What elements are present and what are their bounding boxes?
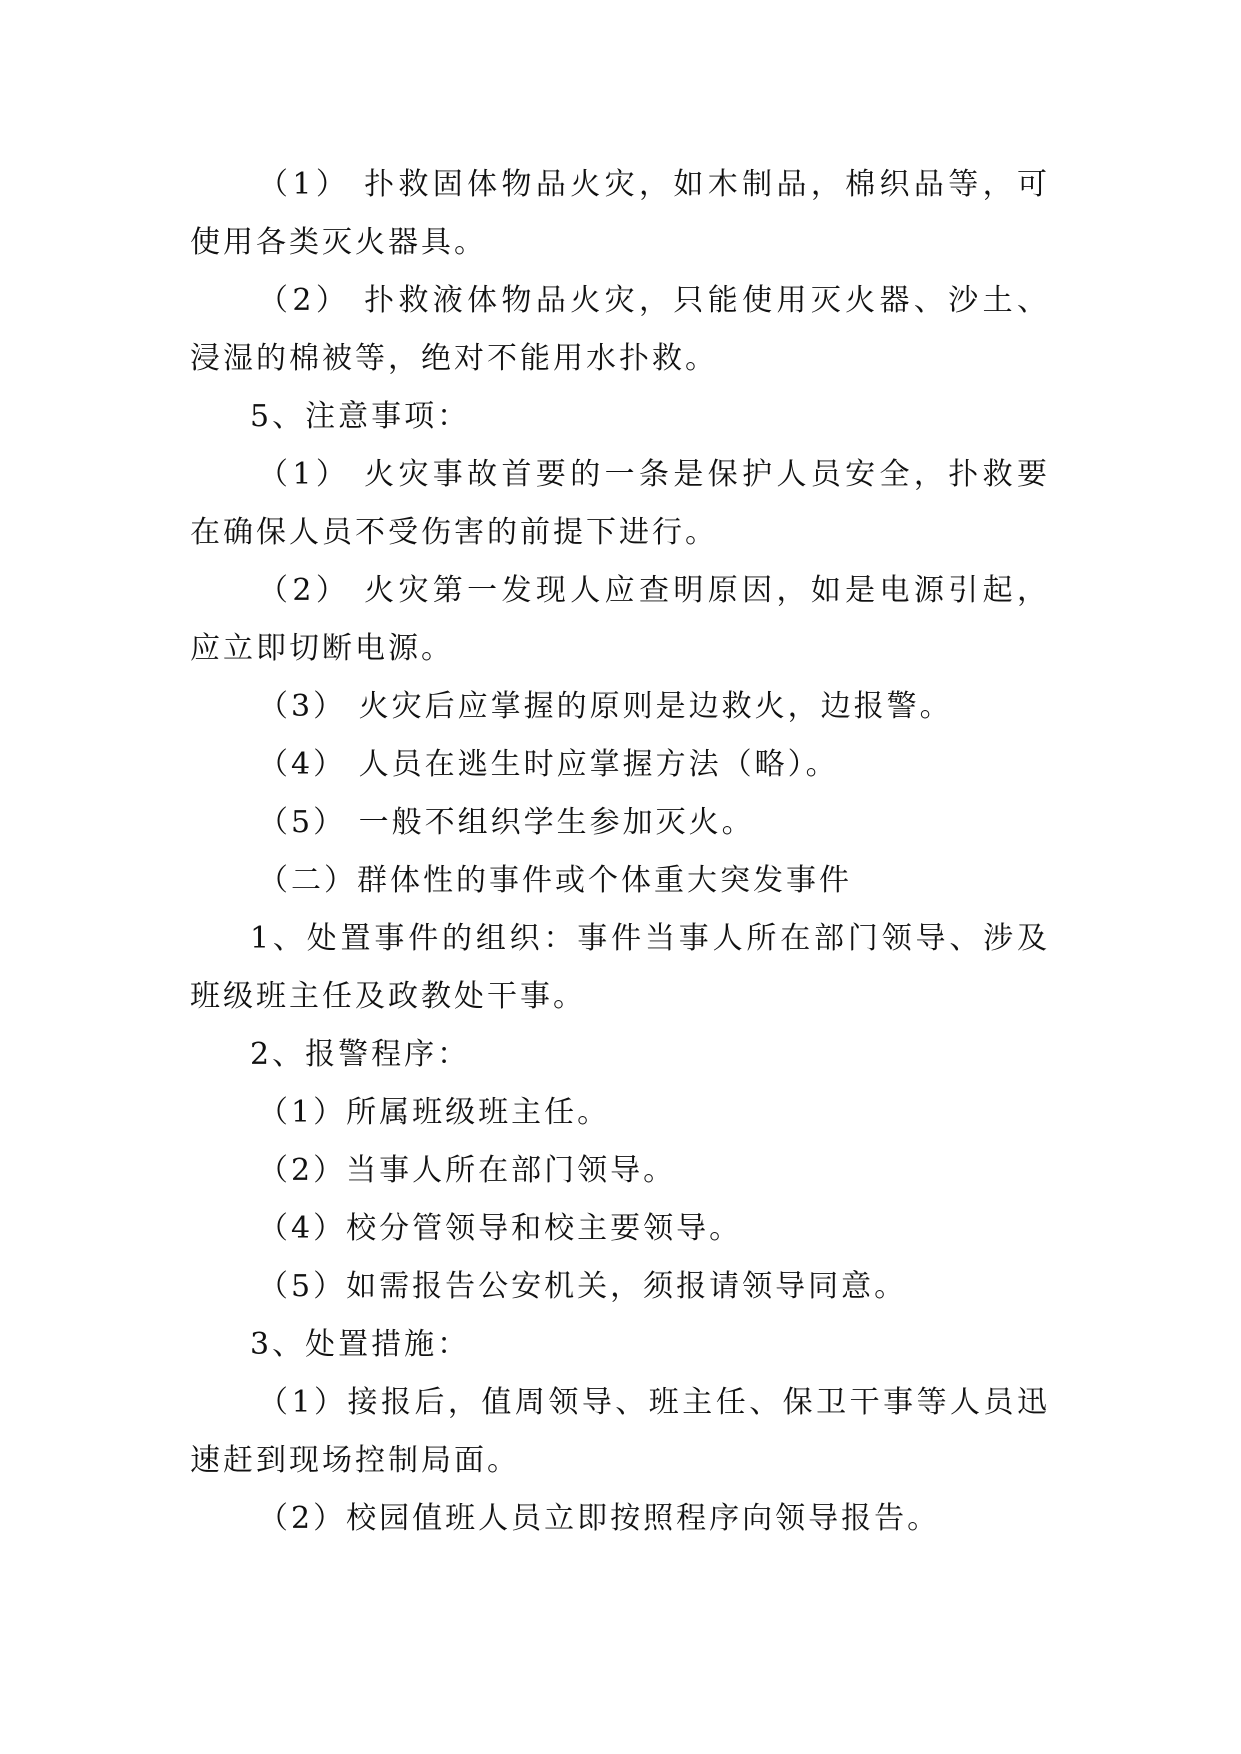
paragraph-7: （5） 一般不组织学生参加灭火。 <box>258 805 755 840</box>
paragraph-14: （2）校园值班人员立即按照程序向领导报告。 <box>258 1501 941 1536</box>
section-heading-5: 5、注意事项： <box>250 399 471 434</box>
paragraph-9: （1）所属班级班主任。 <box>258 1095 611 1130</box>
section-heading-2: （二）群体性的事件或个体重大突发事件 <box>258 863 852 898</box>
section-heading-alarm: 2、报警程序： <box>250 1037 471 1072</box>
paragraph-2: （2） 扑救液体物品火灾，只能使用灭火器、沙土、浸湿的棉被等，绝对不能用水扑救。 <box>190 283 1050 376</box>
paragraph-12: （5）如需报告公安机关，须报请领导同意。 <box>258 1269 908 1304</box>
section-heading-measures: 3、处置措施： <box>250 1327 471 1362</box>
paragraph-5: （3） 火灾后应掌握的原则是边救火，边报警。 <box>258 689 953 724</box>
paragraph-1: （1） 扑救固体物品火灾，如木制品，棉织品等，可使用各类灭火器具。 <box>190 167 1050 260</box>
paragraph-13: （1）接报后，值周领导、班主任、保卫干事等人员迅速赶到现场控制局面。 <box>190 1385 1050 1478</box>
paragraph-10: （2）当事人所在部门领导。 <box>258 1153 677 1188</box>
paragraph-4: （2） 火灾第一发现人应查明原因，如是电源引起，应立即切断电源。 <box>190 573 1050 666</box>
paragraph-6: （4） 人员在逃生时应掌握方法（略）。 <box>258 747 839 782</box>
document-body <box>190 156 1050 1548</box>
paragraph-8: 1、处置事件的组织：事件当事人所在部门领导、涉及班级班主任及政教处干事。 <box>190 921 1050 1014</box>
paragraph-3: （1） 火灾事故首要的一条是保护人员安全，扑救要在确保人员不受伤害的前提下进行。 <box>190 457 1050 550</box>
paragraph-11: （4）校分管领导和校主要领导。 <box>258 1211 743 1246</box>
